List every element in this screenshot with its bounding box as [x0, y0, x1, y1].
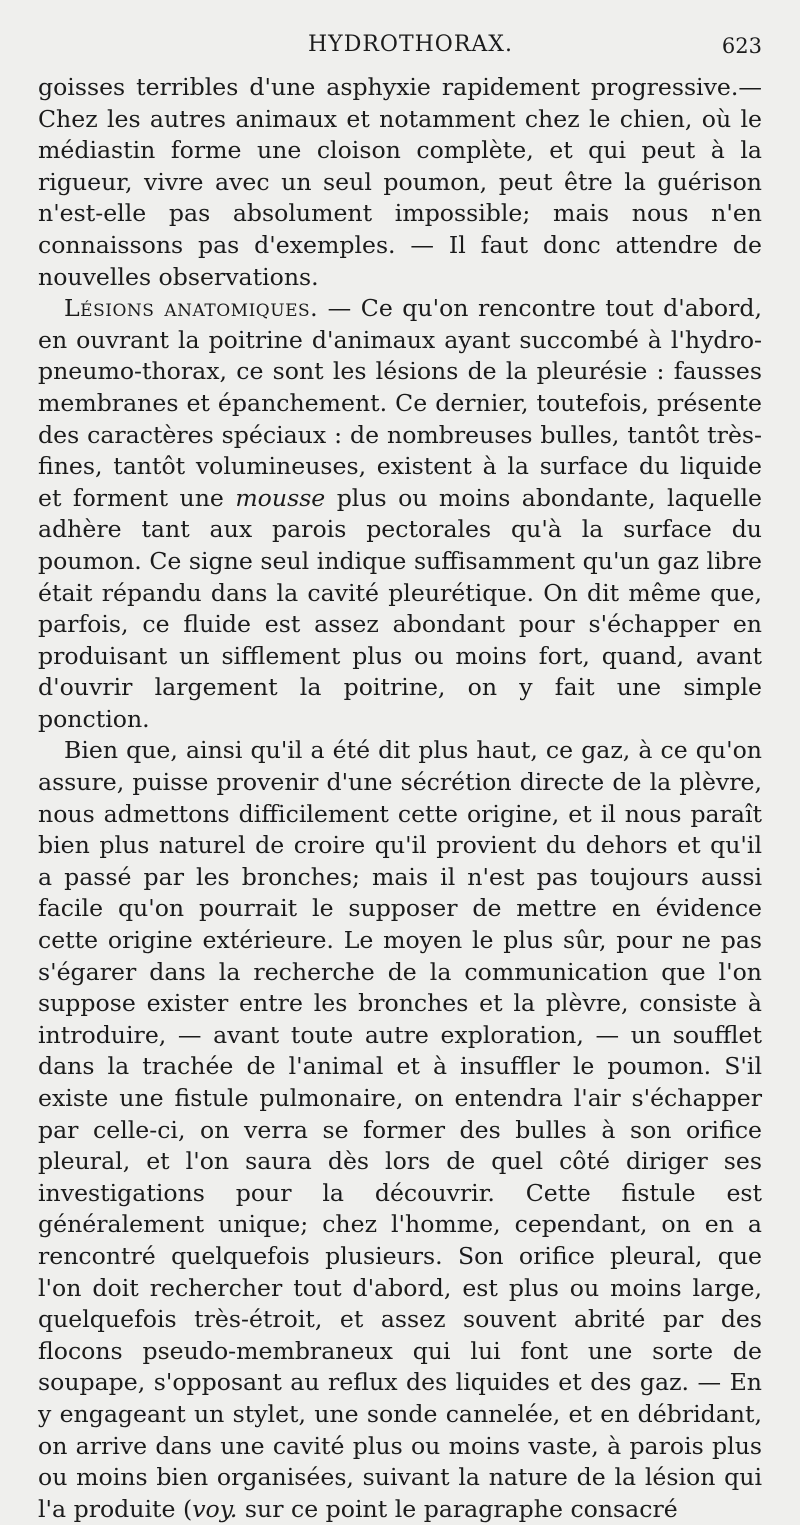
body-text	[38, 72, 762, 1525]
running-title: HYDROTHORAX.	[308, 32, 513, 57]
page-header	[38, 22, 762, 72]
paragraph-3	[38, 735, 762, 1525]
paragraph-3-text-b: sur ce point le paragraphe consacré	[237, 1494, 678, 1523]
page-number: 623	[721, 34, 762, 58]
paragraph-3-italic: voy.	[192, 1494, 238, 1523]
paragraph-2-text-a: — Ce qu'on rencontre tout d'abord, en ouvrant la poitrine d'animaux ayant succombé à l'hydro-pneumo-thorax, ce sont les lésions de la pleurésie : fausses membranes et épanchement. Ce dernier, toutefois, présente des caractères spéciaux : de nombreuses bulles, tantôt très-fines, tantôt volumineuses, existent à la surface du liquide et forment une	[38, 294, 762, 512]
paragraph-1	[38, 72, 762, 293]
paragraph-2-text-b: plus ou moins abondante, laquelle adhère tant aux parois pectorales qu'à la surface du poumon. Ce signe seul indique suffisamment qu'un gaz libre était répandu dans la cavité pleurétique. On dit même que, parfois, ce fluide est assez abondant pour s'échapper en produisant un sifflement plus ou moins fort, quand, avant d'ouvrir largement la poitrine, on y fait une simple ponction.	[38, 483, 762, 733]
paragraph-3-text-a: Bien que, ainsi qu'il a été dit plus haut, ce gaz, à ce qu'on assure, puisse provenir d'une sécrétion directe de la plèvre, nous admettons difficilement cette origine, et il nous paraît bien plus naturel de croire qu'il provient du dehors et qu'il a passé par les bronches; mais il n'est pas toujours aussi facile qu'on pourrait le supposer de mettre en évidence cette origine extérieure. Le moyen le plus sûr, pour ne pas s'égarer dans la recherche de la communication que l'on suppose exister entre les bronches et la plèvre, consiste à introduire, — avant toute autre exploration, — un soufflet dans la trachée de l'animal et à insuffler le poumon. S'il existe une fistule pulmonaire, on entendra l'air s'échapper par celle-ci, on verra se former des bulles à son orifice pleural, et l'on saura dès lors de quel côté diriger ses investigations pour la découvrir. Cette fistule est généralement unique; chez l'homme, cependant, on en a rencontré quelquefois plusieurs. Son orifice pleural, que l'on doit rechercher tout d'abord, est plus ou moins large, quelquefois très-étroit, et assez souvent abrité par des flocons pseudo-membraneux qui lui font une sorte de soupape, s'opposant au reflux des liquides et des gaz. — En y engageant un stylet, une sonde cannelée, et en débridant, on arrive dans une cavité plus ou moins vaste, à parois plus ou moins bien organisées, suivant la nature de la lésion qui l'a produite (	[38, 736, 762, 1523]
section-heading: Lésions anatomiques.	[64, 294, 319, 323]
paragraph-2-italic: mousse	[235, 483, 326, 512]
paragraph-2	[38, 293, 762, 735]
paragraph-1-text: goisses terribles d'une asphyxie rapidement progressive.—Chez les autres animaux et notamment chez le chien, où le médiastin forme une cloison complète, et qui peut à la rigueur, vivre avec un seul poumon, peut être la guérison n'est-elle pas absolument impossible; mais nous n'en connaissons pas d'exemples. — Il faut donc attendre de nouvelles observations.	[38, 73, 762, 291]
